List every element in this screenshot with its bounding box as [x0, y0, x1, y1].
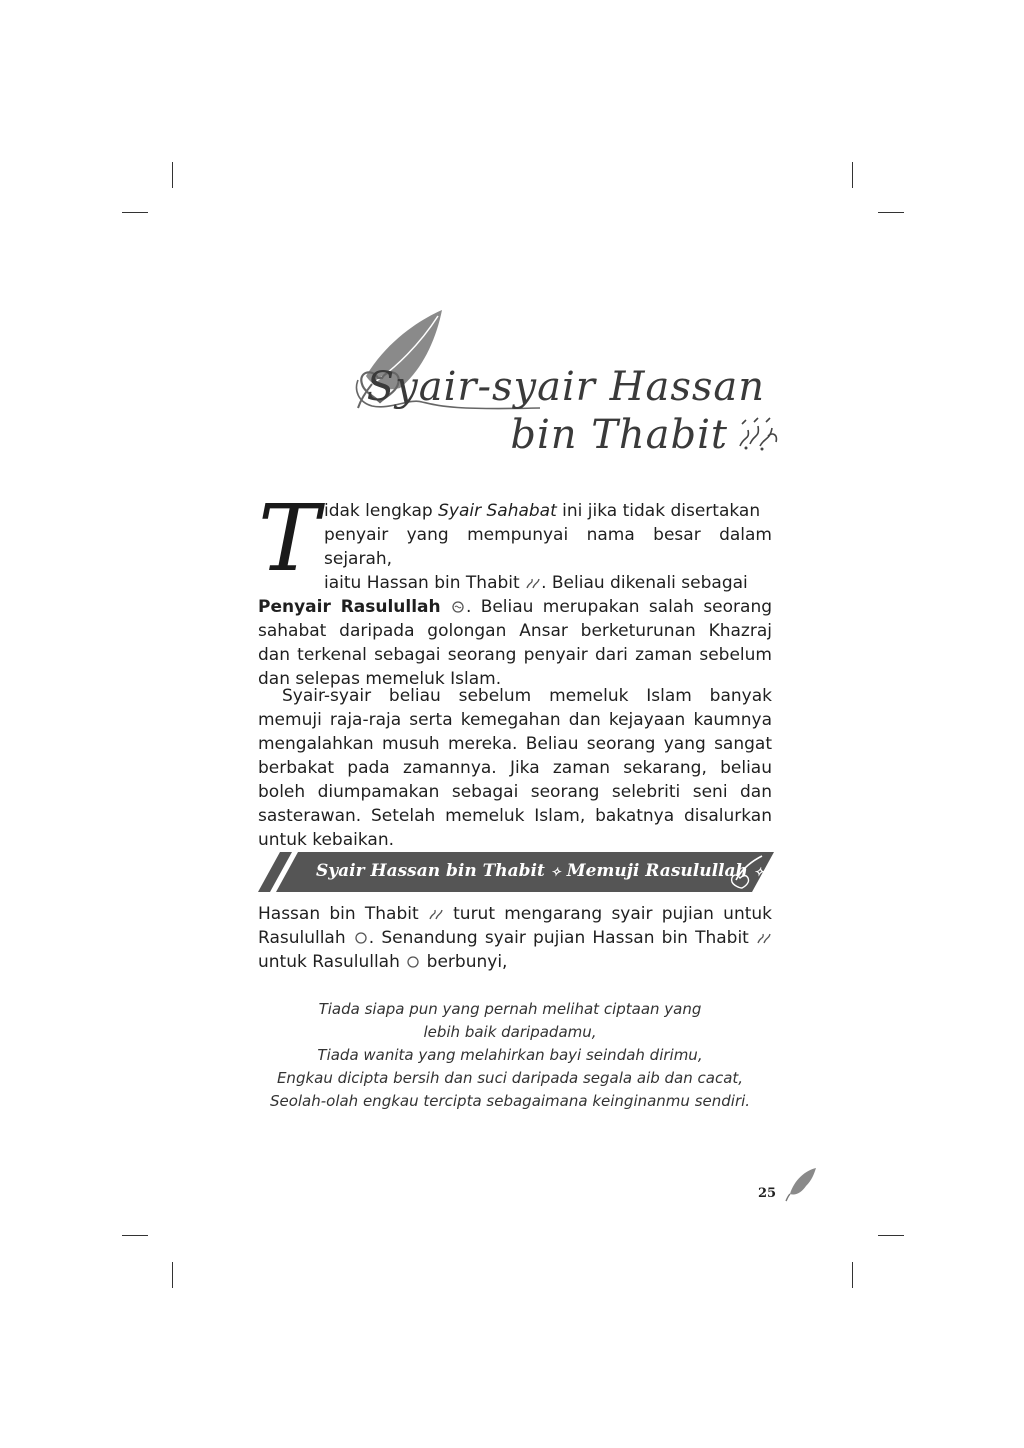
crop-mark-bottom-left-v [172, 1262, 173, 1288]
chapter-title-block [350, 306, 780, 476]
honorific-ra-icon: ✧ [550, 865, 561, 879]
section-heading-part2: Memuji Rasulullah [566, 861, 748, 881]
praise-text-1: Hassan bin Thabit [258, 904, 419, 924]
honorific-ra-icon [756, 931, 772, 945]
praise-text-4: untuk Rasulullah [258, 952, 400, 972]
intro-line-1-rest: ini jika tidak disertakan [556, 501, 761, 521]
section-heading [316, 861, 764, 881]
honorific-ra-icon [428, 907, 444, 921]
feather-small-icon [784, 1166, 818, 1202]
intro-line-1 [258, 499, 772, 523]
poem-line: lebih baik daripadamu, [423, 1023, 597, 1041]
honorific-ra-icon [525, 576, 541, 590]
book-title-italic: Syair Sahabat [438, 501, 557, 521]
chapter-title-line-1: Syair-syair Hassan [366, 364, 765, 410]
praise-text-5: berbunyi, [421, 952, 508, 972]
honorific-calligraphy-icon [736, 416, 780, 452]
crop-mark-top-right-v [852, 162, 853, 188]
praise-intro-paragraph [258, 902, 772, 974]
praise-text-2: turut mengarang syair pujian untuk Rasulullah [258, 904, 773, 948]
poem-line: Engkau dicipta bersih dan suci daripada segala aib dan cacat, [276, 1069, 744, 1087]
chapter-title-line-2: bin Thabit [510, 412, 728, 458]
poem-line: Tiada siapa pun yang pernah melihat ciptaan yang [318, 1000, 702, 1018]
praise-text-3: . Senandung syair pujian Hassan bin Thabit [368, 928, 749, 948]
crop-mark-top-left-v [172, 162, 173, 188]
intro-bold-term: Penyair Rasulullah [258, 597, 441, 617]
section-heading-part1: Syair Hassan bin Thabit [316, 861, 545, 881]
crop-mark-bottom-right-v [852, 1262, 853, 1288]
honorific-saw-icon [353, 931, 369, 945]
intro-line-3 [258, 571, 772, 595]
crop-mark-bottom-left-h [122, 1235, 148, 1236]
poem-block [250, 998, 770, 1113]
intro-paragraph [258, 485, 773, 691]
section-heading-banner [258, 852, 774, 892]
crop-mark-top-right-h [878, 212, 904, 213]
background-paragraph: Syair-syair beliau sebelum memeluk Islam banyak memuji raja-raja serta kemegahan dan kejayaan kaumnya mengalahkan musuh mereka. Beliau seorang yang sangat berbakat pada zamannya. Jika zaman sekarang, beliau boleh diumpamakan sebagai seorang selebriti seni dan sasterawan. Setelah memeluk Islam, bakatnya disalurkan untuk kebaikan. [258, 686, 772, 850]
honorific-saw-icon [450, 600, 466, 614]
crop-mark-bottom-right-h [878, 1235, 904, 1236]
intro-line-3-rest: . Beliau dikenali sebagai [541, 573, 748, 593]
page-number: 25 [758, 1186, 777, 1201]
intro-rest: . Beliau merupakan salah seorang sahabat daripada golongan Ansar berketurunan Khazraj dan terkenal sebagai seorang penyair dari zaman sebelum dan selepas memeluk Islam. [258, 597, 773, 689]
intro-line-3-text: iaitu Hassan bin Thabit [324, 573, 520, 593]
poem-line: Seolah-olah engkau tercipta sebagaimana keinginanmu sendiri. [269, 1092, 751, 1110]
feather-heart-icon [728, 854, 768, 890]
crop-mark-top-left-h [122, 212, 148, 213]
honorific-saw-icon: ✧ [753, 865, 764, 879]
intro-line-2: penyair yang mempunyai nama besar dalam sejarah, [324, 525, 772, 569]
intro-line-1-text: idak lengkap [324, 501, 439, 521]
honorific-saw-icon [405, 955, 421, 969]
poem-line: Tiada wanita yang melahirkan bayi seindah dirimu, [317, 1046, 703, 1064]
drop-cap: T [258, 485, 320, 592]
